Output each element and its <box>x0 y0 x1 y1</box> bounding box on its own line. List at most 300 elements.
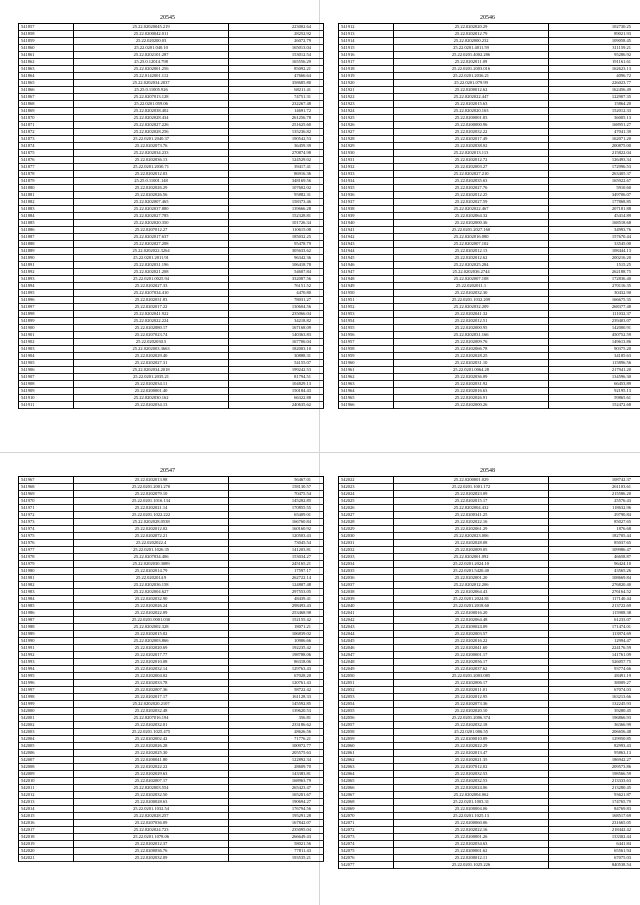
table-row <box>339 561 640 568</box>
timestamp-cell: 25.22.0202012.206 <box>394 582 549 589</box>
timestamp-cell: 25.22.0202009.05 <box>394 547 549 554</box>
timestamp-cell: 25.22.0202022.09 <box>74 610 229 617</box>
record-id-cell: 541939 <box>339 213 394 220</box>
timestamp-cell: 25.22.0202026.24 <box>74 603 229 610</box>
amount-cell: 101726.34 <box>229 220 324 227</box>
table-row <box>19 771 324 778</box>
timestamp-cell: 25.22.0202003.3663 <box>74 346 229 353</box>
table-row <box>339 80 640 87</box>
amount-cell: 165201.67 <box>229 792 324 799</box>
table-row <box>339 687 640 694</box>
record-id-cell: 542070 <box>339 813 394 820</box>
record-id-cell: 541970 <box>19 498 74 505</box>
table-row <box>19 248 324 255</box>
timestamp-cell: 25.22.0202028.0538 <box>74 519 229 526</box>
table-row <box>339 827 640 834</box>
timestamp-cell: 25.22.0207013.128 <box>74 94 229 101</box>
record-id-cell: 542017 <box>19 827 74 834</box>
table-row <box>19 171 324 178</box>
amount-cell: 28252.92 <box>229 31 324 38</box>
record-id-cell: 541987 <box>19 617 74 624</box>
timestamp-cell: 25.22.0202034.2037 <box>74 80 229 87</box>
record-id-cell: 541984 <box>19 596 74 603</box>
timestamp-cell: 25.22.0202011.09 <box>394 59 549 66</box>
timestamp-cell: 25.22.0202017.637 <box>74 234 229 241</box>
record-id-cell: 541886 <box>19 227 74 234</box>
record-id-cell: 542012 <box>19 792 74 799</box>
table-row <box>19 575 324 582</box>
table-row <box>19 108 324 115</box>
amount-cell: 96424.10 <box>549 561 640 568</box>
table-row <box>339 185 640 192</box>
amount-cell: 207181.88 <box>549 206 640 213</box>
table-row <box>339 771 640 778</box>
amount-cell: 198788.06 <box>229 652 324 659</box>
amount-cell: 45414.89 <box>549 213 640 220</box>
table-row <box>339 325 640 332</box>
timestamp-cell: 25.22.0202006.17 <box>394 680 549 687</box>
record-id-cell: 541960 <box>339 360 394 367</box>
timestamp-cell: 25.22.0201.1022.222 <box>74 512 229 519</box>
amount-cell: 115908.38 <box>549 610 640 617</box>
timestamp-cell: 25.22.0201.040.10 <box>74 45 229 52</box>
record-id-cell: 542007 <box>19 757 74 764</box>
amount-cell: 95863.13 <box>549 750 640 757</box>
amount-cell: 106839.02 <box>229 631 324 638</box>
table-row <box>19 610 324 617</box>
record-id-cell: 542032 <box>339 547 394 554</box>
amount-cell: 111032.37 <box>549 311 640 318</box>
amount-cell: 168951.27 <box>549 122 640 129</box>
table-row <box>339 659 640 666</box>
amount-cell: 4470.80 <box>229 290 324 297</box>
table-row <box>19 304 324 311</box>
ledger-page-3 <box>18 467 317 862</box>
amount-cell: 348169.56 <box>229 178 324 185</box>
table-row <box>19 290 324 297</box>
timestamp-cell: 25.22.0202015.63 <box>394 101 549 108</box>
amount-cell: 176794.56 <box>229 806 324 813</box>
amount-cell: 166760.84 <box>229 519 324 526</box>
timestamp-cell: 25.22.0202004.432 <box>394 505 549 512</box>
amount-cell: 332087.56 <box>229 276 324 283</box>
record-id-cell: 541903 <box>19 346 74 353</box>
amount-cell: 191161.61 <box>549 59 640 66</box>
amount-cell: 34218.82 <box>229 318 324 325</box>
record-id-cell: 541928 <box>339 136 394 143</box>
amount-cell: 58722.42 <box>229 687 324 694</box>
amount-cell: 145592.85 <box>229 701 324 708</box>
table-row <box>339 388 640 395</box>
amount-cell: 132245.93 <box>549 701 640 708</box>
record-id-cell: 541922 <box>339 94 394 101</box>
amount-cell: 124807.48 <box>229 582 324 589</box>
record-id-cell: 541999 <box>19 701 74 708</box>
timestamp-cell: 25.22.0201.2001.270 <box>74 484 229 491</box>
record-id-cell: 541913 <box>339 31 394 38</box>
table-row <box>19 101 324 108</box>
table-row <box>339 157 640 164</box>
amount-cell: 36459.39 <box>229 143 324 150</box>
page-title: 20546 <box>480 15 495 21</box>
table-row <box>339 94 640 101</box>
record-id-cell: 541871 <box>19 122 74 129</box>
table-row <box>19 666 324 673</box>
timestamp-cell: 25.22.0201.2011.91 <box>74 255 229 262</box>
record-id-cell: 541941 <box>339 227 394 234</box>
ledger-table <box>18 23 324 409</box>
amount-cell: 356.81 <box>229 715 324 722</box>
amount-cell: 89021.93 <box>549 31 640 38</box>
timestamp-cell: 25.22.0202032.50 <box>74 792 229 799</box>
timestamp-cell: 25.22.0202010.08 <box>74 659 229 666</box>
timestamp-cell: 25.22.0202027.208 <box>74 241 229 248</box>
table-row <box>339 213 640 220</box>
timestamp-cell: 25.22.0200000.96 <box>394 122 549 129</box>
amount-cell: 68211.41 <box>229 87 324 94</box>
timestamp-cell: 25.22.0202020.2107 <box>74 701 229 708</box>
timestamp-cell: 25.22.0201.059.06 <box>74 101 229 108</box>
table-row <box>19 694 324 701</box>
amount-cell: 48439.41 <box>229 596 324 603</box>
timestamp-cell: 25.22.0201.2024.81 <box>394 596 549 603</box>
amount-cell: 235095.04 <box>229 827 324 834</box>
page-title: 20547 <box>160 468 175 474</box>
table-row <box>339 101 640 108</box>
amount-cell: 186942.27 <box>549 757 640 764</box>
record-id-cell: 542006 <box>19 750 74 757</box>
table-row <box>19 402 324 409</box>
table-row <box>339 512 640 519</box>
record-id-cell: 541866 <box>19 87 74 94</box>
table-row <box>339 498 640 505</box>
amount-cell: 266649.43 <box>229 834 324 841</box>
table-row <box>339 311 640 318</box>
record-id-cell: 541985 <box>19 603 74 610</box>
amount-cell: 233186.62 <box>229 722 324 729</box>
amount-cell: 92195.13 <box>549 388 640 395</box>
table-row <box>19 374 324 381</box>
amount-cell: 152012.33 <box>549 108 640 115</box>
record-id-cell: 541949 <box>339 283 394 290</box>
record-id-cell: 541974 <box>19 526 74 533</box>
amount-cell: 38009.27 <box>549 680 640 687</box>
table-row <box>19 73 324 80</box>
table-row <box>19 638 324 645</box>
table-row <box>339 505 640 512</box>
amount-cell: 124529.02 <box>229 157 324 164</box>
timestamp-cell: 25.22.0202064.43 <box>394 589 549 596</box>
record-id-cell: 541991 <box>19 645 74 652</box>
table-row <box>19 624 324 631</box>
table-row <box>339 374 640 381</box>
record-id-cell: 541958 <box>339 346 394 353</box>
table-row <box>19 269 324 276</box>
amount-cell: 190694.27 <box>229 799 324 806</box>
table-row <box>339 722 640 729</box>
table-row <box>339 276 640 283</box>
table-row <box>339 708 640 715</box>
table-row <box>19 512 324 519</box>
table-row <box>339 757 640 764</box>
amount-cell: 28609.70 <box>229 764 324 771</box>
table-row <box>19 332 324 339</box>
table-row <box>19 498 324 505</box>
table-row <box>19 834 324 841</box>
record-id-cell: 541943 <box>339 241 394 248</box>
timestamp-cell: 25.22.0202032.01 <box>74 722 229 729</box>
amount-cell: 140363.83 <box>229 332 324 339</box>
table-row <box>19 318 324 325</box>
amount-cell: 162071.20 <box>549 136 640 143</box>
timestamp-cell: 25.22.0202024.723 <box>74 827 229 834</box>
amount-cell: 39280.45 <box>549 708 640 715</box>
table-row <box>19 526 324 533</box>
table-row <box>339 255 640 262</box>
timestamp-cell: 25.22.0200001.17 <box>394 652 549 659</box>
timestamp-cell: 25.22.0202064.32 <box>394 213 549 220</box>
table-row <box>19 491 324 498</box>
table-row <box>339 764 640 771</box>
table-row <box>339 575 640 582</box>
record-id-cell: 542020 <box>19 848 74 855</box>
amount-cell: 358685.80 <box>229 80 324 87</box>
table-row <box>19 617 324 624</box>
amount-cell: 90375.20 <box>549 346 640 353</box>
timestamp-cell: 25.22.0202031.196 <box>74 262 229 269</box>
table-row <box>19 164 324 171</box>
amount-cell: 297553.05 <box>229 589 324 596</box>
table-row <box>339 477 640 484</box>
table-row <box>19 778 324 785</box>
timestamp-cell: 25.22.0200012.62 <box>394 87 549 94</box>
record-id-cell: 541996 <box>19 680 74 687</box>
timestamp-cell: 25.22.0202003.57 <box>394 631 549 638</box>
timestamp-cell: 25.22.0201.0025.94 <box>74 276 229 283</box>
ledger-table <box>338 476 640 869</box>
record-id-cell: 542051 <box>339 680 394 687</box>
timestamp-cell: 25.22.0202066.78 <box>394 346 549 353</box>
table-row <box>339 834 640 841</box>
record-id-cell: 542004 <box>19 736 74 743</box>
timestamp-cell: 25.22.0202013.113 <box>394 150 549 157</box>
record-id-cell: 542058 <box>339 729 394 736</box>
record-id-cell: 542067 <box>339 792 394 799</box>
amount-cell: 190542.53 <box>229 136 324 143</box>
timestamp-cell: 25.22.0202025.30 <box>74 750 229 757</box>
timestamp-cell: 25.22.0200001.029 <box>394 477 549 484</box>
amount-cell: 71776.21 <box>229 736 324 743</box>
timestamp-cell: 25.22.0202013.98 <box>74 477 229 484</box>
table-row <box>339 367 640 374</box>
table-row <box>339 582 640 589</box>
amount-cell: 77811.43 <box>229 848 324 855</box>
timestamp-cell: 25.22.0200036.76 <box>74 848 229 855</box>
amount-cell: 139620.53 <box>229 708 324 715</box>
amount-cell: 29790.84 <box>549 512 640 519</box>
amount-cell: 70475.54 <box>229 491 324 498</box>
amount-cell: 185032.25 <box>229 234 324 241</box>
table-row <box>19 547 324 554</box>
record-id-cell: 542069 <box>339 806 394 813</box>
amount-cell: 158130.57 <box>229 484 324 491</box>
record-id-cell: 541880 <box>19 185 74 192</box>
amount-cell: 30888.31 <box>229 353 324 360</box>
record-id-cell: 541971 <box>19 505 74 512</box>
record-id-cell: 542065 <box>339 778 394 785</box>
timestamp-cell: 25.22.0202015.17 <box>394 498 549 505</box>
amount-cell: 14691.72 <box>229 108 324 115</box>
record-id-cell: 541892 <box>19 269 74 276</box>
record-id-cell: 541895 <box>19 290 74 297</box>
table-row <box>339 346 640 353</box>
timestamp-cell: 25.22.0202011.1 <box>394 283 549 290</box>
amount-cell: 135236.82 <box>229 129 324 136</box>
table-row <box>19 381 324 388</box>
timestamp-cell: 25.22.0202016.63 <box>394 388 549 395</box>
table-row <box>19 255 324 262</box>
timestamp-cell: 25.22.0202056.17 <box>394 659 549 666</box>
table-row <box>19 820 324 827</box>
record-id-cell: 541900 <box>19 325 74 332</box>
record-id-cell: 541988 <box>19 624 74 631</box>
timestamp-cell: 25.22.0200001.62 <box>394 848 549 855</box>
amount-cell: 152155.42 <box>229 617 324 624</box>
table-row <box>19 757 324 764</box>
timestamp-cell: 25.22.0202017.77 <box>74 652 229 659</box>
table-row <box>339 136 640 143</box>
timestamp-cell: 25.22.0201.2024.10 <box>394 561 549 568</box>
record-id-cell: 541914 <box>339 38 394 45</box>
table-row <box>19 45 324 52</box>
table-row <box>339 540 640 547</box>
record-id-cell: 541964 <box>339 388 394 395</box>
record-id-cell: 541979 <box>19 561 74 568</box>
timestamp-cell: 25.22.0202022.22 <box>74 764 229 771</box>
table-row <box>19 241 324 248</box>
timestamp-cell: 25.22.0201.2018.60 <box>394 603 549 610</box>
record-id-cell: 541975 <box>19 533 74 540</box>
record-id-cell: 542011 <box>19 785 74 792</box>
timestamp-cell: 25.22.0202030.5 <box>74 339 229 346</box>
table-row <box>339 318 640 325</box>
timestamp-cell: 25.22.0202027.785 <box>74 213 229 220</box>
record-id-cell: 541885 <box>19 220 74 227</box>
table-row <box>339 143 640 150</box>
amount-cell: 209573.86 <box>549 764 640 771</box>
timestamp-cell: 25.22.0202012.03 <box>74 171 229 178</box>
record-id-cell: 541940 <box>339 220 394 227</box>
amount-cell: 298493.43 <box>229 603 324 610</box>
table-row <box>339 31 640 38</box>
record-id-cell: 542057 <box>339 722 394 729</box>
amount-cell: 168517.69 <box>549 813 640 820</box>
record-id-cell: 541863 <box>19 66 74 73</box>
record-id-cell: 541998 <box>19 694 74 701</box>
amount-cell: 82993.43 <box>549 743 640 750</box>
page-divider-horizontal <box>0 452 640 453</box>
timestamp-cell: 25.22.0202034.233 <box>74 150 229 157</box>
table-row <box>19 66 324 73</box>
amount-cell: 109058.45 <box>549 38 640 45</box>
table-row <box>339 603 640 610</box>
amount-cell: 171474.01 <box>549 624 640 631</box>
timestamp-cell: 25.22.0202026.29 <box>74 185 229 192</box>
amount-cell: 84769.83 <box>549 806 640 813</box>
record-id-cell: 541916 <box>339 52 394 59</box>
timestamp-cell: 25.22.0201.1001.172 <box>394 484 549 491</box>
timestamp-cell: 25.22.0202007.102 <box>394 241 549 248</box>
timestamp-cell: 25.22.0202034.11 <box>74 381 229 388</box>
timestamp-cell: 25.22.0202032.53 <box>394 778 549 785</box>
amount-cell: 36366.99 <box>549 722 640 729</box>
amount-cell: 108444.13 <box>549 248 640 255</box>
record-id-cell: 541929 <box>339 143 394 150</box>
table-row <box>339 66 640 73</box>
table-row <box>19 596 324 603</box>
timestamp-cell: 25.22.0202034.2018 <box>74 367 229 374</box>
timestamp-cell: 25.22.0207036.09 <box>74 820 229 827</box>
amount-cell: 143383.81 <box>229 771 324 778</box>
amount-cell: 153012.54 <box>229 52 324 59</box>
record-id-cell: 541910 <box>19 395 74 402</box>
amount-cell: 34993.76 <box>549 227 640 234</box>
table-row <box>19 743 324 750</box>
record-id-cell: 541968 <box>19 484 74 491</box>
amount-cell: 59865.61 <box>549 395 640 402</box>
table-row <box>339 283 640 290</box>
record-id-cell: 542022 <box>339 477 394 484</box>
table-row <box>339 178 640 185</box>
timestamp-cell: 25.22.0202037.62 <box>394 666 549 673</box>
table-row <box>19 227 324 234</box>
record-id-cell: 542036 <box>339 575 394 582</box>
record-id-cell: 541946 <box>339 262 394 269</box>
timestamp-cell: 25.22.0202028.257 <box>74 813 229 820</box>
timestamp-cell: 25.22.0202022.224 <box>74 318 229 325</box>
record-id-cell: 542008 <box>19 764 74 771</box>
table-row <box>19 150 324 157</box>
amount-cell: 305633.62 <box>229 248 324 255</box>
timestamp-cell: 25.22.0202037.880 <box>74 206 229 213</box>
ledger-table <box>338 23 640 409</box>
timestamp-cell: 25.22.0202038.02 <box>394 143 549 150</box>
timestamp-cell: 25.22.0201.2027.160 <box>394 227 549 234</box>
timestamp-cell: 25.22.0202016.080 <box>394 234 549 241</box>
table-row <box>19 631 324 638</box>
amount-cell: 213333.63 <box>549 778 640 785</box>
amount-cell: 30432.90 <box>549 290 640 297</box>
amount-cell: 6441.84 <box>549 841 640 848</box>
amount-cell: 117140.44 <box>549 596 640 603</box>
record-id-cell: 542024 <box>339 491 394 498</box>
amount-cell: 78031.27 <box>229 297 324 304</box>
amount-cell: 85037.65 <box>549 540 640 547</box>
amount-cell: 67028.20 <box>229 673 324 680</box>
timestamp-cell: 25.22.0202031.92 <box>394 381 549 388</box>
amount-cell: 85027.65 <box>549 519 640 526</box>
amount-cell: 5910.60 <box>549 185 640 192</box>
record-id-cell: 541936 <box>339 192 394 199</box>
timestamp-cell: 25.22.0202020.10 <box>394 708 549 715</box>
amount-cell: 113974.69 <box>549 631 640 638</box>
table-row <box>19 792 324 799</box>
table-row <box>339 248 640 255</box>
table-row <box>19 129 324 136</box>
table-row <box>19 122 324 129</box>
timestamp-cell: 25.22.0207023.74 <box>74 332 229 339</box>
timestamp-cell: 25.22.0207034.410 <box>74 290 229 297</box>
